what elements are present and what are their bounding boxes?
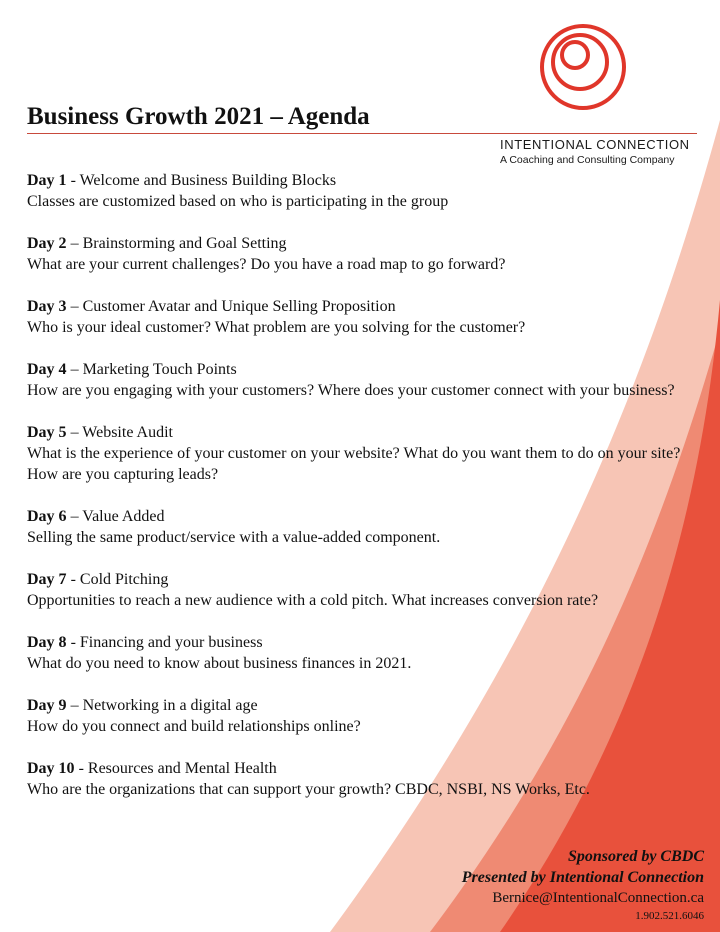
day-label: Day 8 — [27, 634, 67, 651]
agenda-item-day-7 — [27, 569, 697, 611]
day-separator: – — [66, 508, 83, 525]
day-topic: Brainstorming and Goal Setting — [82, 235, 287, 252]
day-separator: - — [66, 571, 80, 588]
contact-phone: 1.902.521.6046 — [635, 910, 704, 922]
agenda-item-day-8 — [27, 632, 697, 674]
day-label: Day 6 — [27, 508, 67, 525]
day-topic: Networking in a digital age — [82, 697, 258, 714]
day-separator: – — [66, 361, 83, 378]
day-description: What do you need to know about business finances in 2021. — [27, 655, 412, 672]
title-divider — [27, 133, 697, 134]
day-topic: Value Added — [82, 508, 165, 525]
agenda-item-day-5 — [27, 422, 697, 485]
day-topic: Financing and your business — [79, 634, 263, 651]
day-description: What is the experience of your customer on your website? What do you want them to do on your site? How are you capturing leads? — [27, 445, 681, 483]
day-label: Day 2 — [27, 235, 67, 252]
day-separator: - — [74, 760, 88, 777]
day-separator: – — [66, 235, 83, 252]
day-separator: - — [66, 172, 80, 189]
contact-email: Bernice@IntentionalConnection.ca — [492, 890, 704, 906]
day-topic: Customer Avatar and Unique Selling Proposition — [82, 298, 396, 315]
agenda-item-day-1 — [27, 170, 697, 212]
day-topic: Website Audit — [82, 424, 173, 441]
page-title: Business Growth 2021 – Agenda — [27, 103, 370, 130]
day-separator: – — [66, 424, 83, 441]
agenda-item-day-4 — [27, 359, 697, 401]
agenda-item-day-3 — [27, 296, 697, 338]
day-separator: - — [66, 634, 80, 651]
day-topic: Welcome and Business Building Blocks — [79, 172, 337, 189]
brand-name: INTENTIONAL CONNECTION — [500, 137, 690, 152]
day-description: What are your current challenges? Do you have a road map to go forward? — [27, 256, 506, 273]
day-description: Who are the organizations that can support your growth? CBDC, NSBI, NS Works, Etc. — [27, 781, 590, 798]
day-description: Who is your ideal customer? What problem are you solving for the customer? — [27, 319, 526, 336]
day-description: How are you engaging with your customers? Where does your customer connect with your business? — [27, 382, 675, 399]
day-label: Day 5 — [27, 424, 67, 441]
day-label: Day 3 — [27, 298, 67, 315]
presented-by: Presented by Intentional Connection — [461, 869, 704, 886]
day-label: Day 9 — [27, 697, 67, 714]
agenda-item-day-10 — [27, 758, 697, 800]
day-label: Day 1 — [27, 172, 67, 189]
agenda-list — [27, 170, 697, 821]
agenda-item-day-9 — [27, 695, 697, 737]
day-description: Selling the same product/service with a value-added component. — [27, 529, 441, 546]
sponsored-by: Sponsored by CBDC — [567, 848, 704, 865]
day-topic: Marketing Touch Points — [82, 361, 237, 378]
day-separator: – — [66, 697, 83, 714]
day-label: Day 4 — [27, 361, 67, 378]
day-label: Day 7 — [27, 571, 67, 588]
agenda-item-day-2 — [27, 233, 697, 275]
concentric-circles-logo-icon — [536, 22, 630, 112]
day-separator: – — [66, 298, 83, 315]
agenda-item-day-6 — [27, 506, 697, 548]
day-label: Day 10 — [27, 760, 75, 777]
day-description: Classes are customized based on who is participating in the group — [27, 193, 449, 210]
day-description: Opportunities to reach a new audience with a cold pitch. What increases conversion rate? — [27, 592, 599, 609]
day-topic: Resources and Mental Health — [87, 760, 277, 777]
day-description: How do you connect and build relationships online? — [27, 718, 361, 735]
footer-credits — [462, 846, 704, 924]
brand-tagline: A Coaching and Consulting Company — [500, 154, 675, 166]
day-topic: Cold Pitching — [79, 571, 169, 588]
